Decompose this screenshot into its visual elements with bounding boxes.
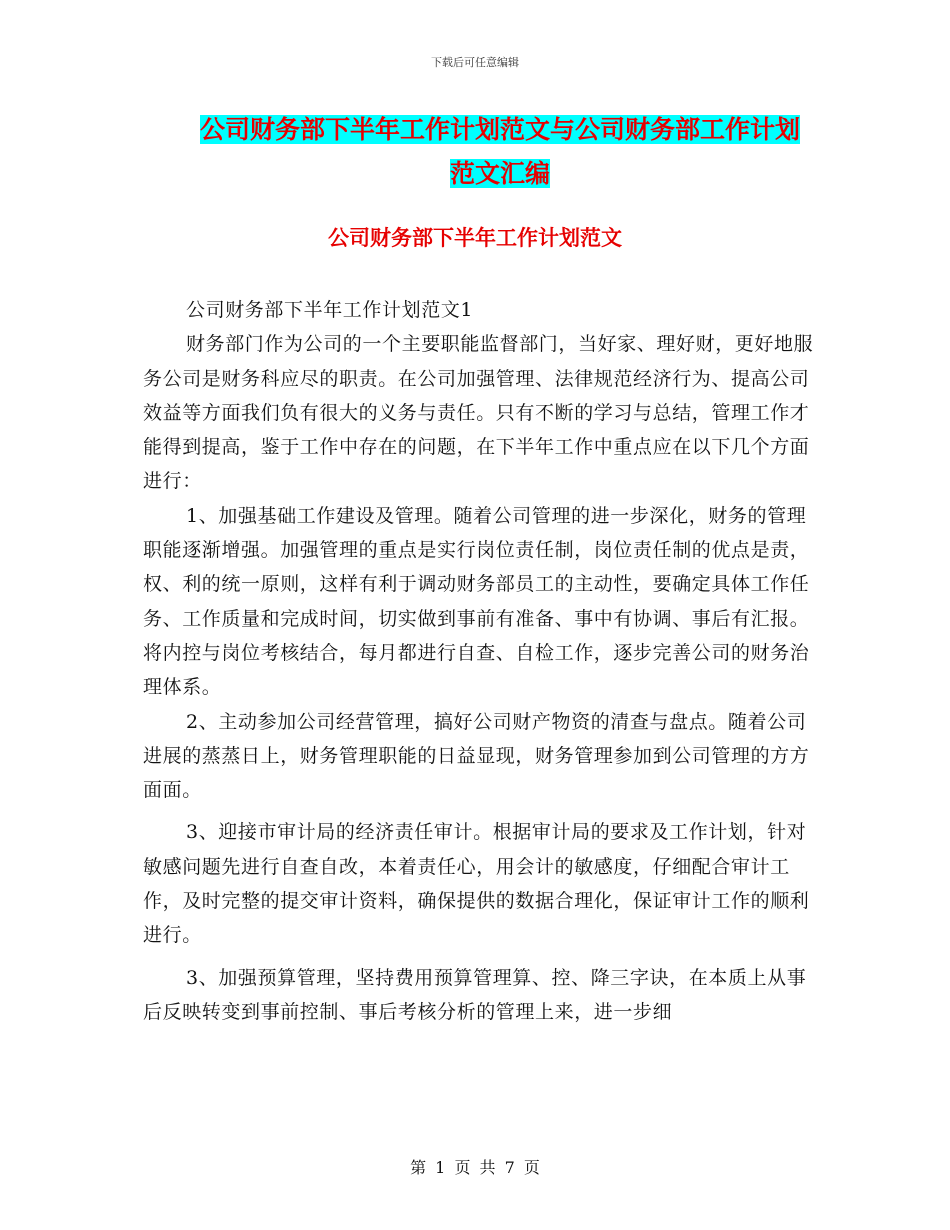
paragraph: 1、加强基础工作建设及管理。随着公司管理的进一步深化，财务的管理职能逐渐增强。加强管理的重点是实行岗位责任制，岗位责任制的优点是责，权、利的统一原则，这样有利于调动财务部员工的主动性，要确定具体工作任务、工作质量和完成时间，切实做到事前有准备、事中有协调、事后有汇报。将内控与岗位考核结合，每月都进行自查、自检工作，逐步完善公司的财务治理体系。: [143, 504, 810, 699]
document-title: [190, 108, 810, 196]
page-indicator: 第 1 页 共 7 页: [410, 1158, 540, 1177]
paragraph: 财务部门作为公司的一个主要职能监督部门，当好家、理好财，更好地服务公司是财务科应尽的职责。在公司加强管理、法律规范经济行为、提高公司效益等方面我们负有很大的义务与责任。只有不断的学习与总结，管理工作才能得到提高，鉴于工作中存在的问题，在下半年工作中重点应在以下几个方面进行：: [143, 333, 814, 493]
paragraph: 3、迎接市审计局的经济责任审计。根据审计局的要求及工作计划，针对敏感问题先进行自查自改，本着责任心，用会计的敏感度，仔细配合审计工作，及时完整的提交审计资料，确保提供的数据合理化，保证审计工作的顺利进行。: [143, 821, 810, 947]
paragraph: 2、主动参加公司经营管理，搞好公司财产物资的清查与盘点。随着公司进展的蒸蒸日上，财务管理职能的日益显现，财务管理参加到公司管理的方方面面。: [143, 710, 810, 802]
page-header-note: 下载后可任意编辑: [431, 56, 519, 69]
paragraph: 3、加强预算管理，坚持费用预算管理算、控、降三字诀，在本质上从事后反映转变到事前控制、事后考核分析的管理上来，进一步细: [143, 966, 807, 1023]
section-title: 公司财务部下半年工作计划范文: [328, 226, 622, 250]
document-title-text: 公司财务部下半年工作计划范文与公司财务部工作计划范文汇编: [199, 115, 800, 188]
paragraph-heading: 公司财务部下半年工作计划范文1: [186, 299, 474, 321]
document-body: [143, 293, 823, 1029]
